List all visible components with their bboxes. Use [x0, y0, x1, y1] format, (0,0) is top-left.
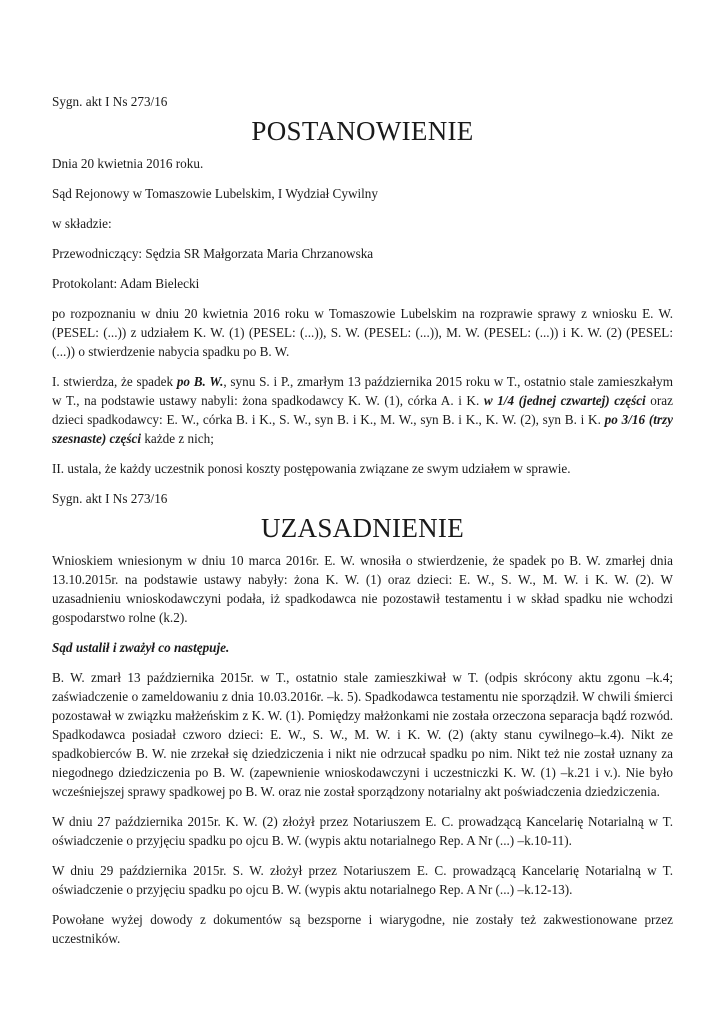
document-page	[52, 92, 673, 948]
ruling-point-1-text-a: I. stwierdza, że spadek	[52, 374, 177, 389]
ruling-point-1-text-c: , synu S. i P., zmarłym 13 października 2015 roku w T., ostatnio stale zamieszkałym w T., na podstawie ustawy nabyli: żona spadkodawcy K. W. (1), córka A. i K.	[52, 374, 674, 408]
composition-label: w składzie:	[52, 216, 112, 231]
ruling-point-1-share-quarter: w 1/4 (jednej czwartej) części	[483, 393, 646, 408]
decision-title: POSTANOWIENIE	[251, 116, 474, 146]
justification-paragraph-1: Wnioskiem wniesionym w dniu 10 marca 2016r. E. W. wnosiła o stwierdzenie, że spadek po B. W. zmarłej dnia 13.10.2015r. na podstawie ustawy nabyły: żona K. W. (1) oraz dzieci: E. W., S. W., M. W. i K. W. (2). W uzasadnieniu wnioskodawczyni podała, iż spadkodawca nie pozostawił testamentu i w skład spadku nie wchodzi gospodarstwo rolne (k.2).	[52, 553, 673, 625]
court-clerk: Protokolant: Adam Bielecki	[52, 276, 200, 291]
ruling-point-1-text-g: każde z nich;	[141, 431, 214, 446]
case-signature: Sygn. akt I Ns 273/16	[52, 94, 168, 109]
justification-paragraph-3: W dniu 27 października 2015r. K. W. (2) złożył przez Notariuszem E. C. prowadzącą Kancelarię Notarialną w T. oświadczenie o przyjęciu spadku po ojcu B. W. (wypis aktu notarialnego Rep. A Nr (...) –k.10-11).	[52, 814, 673, 848]
ruling-point-1-deceased: po B. W.	[176, 374, 224, 389]
findings-heading: Sąd ustalił i zważył co następuje.	[52, 640, 230, 655]
court-name: Sąd Rejonowy w Tomaszowie Lubelskim, I Wydział Cywilny	[52, 186, 378, 201]
justification-paragraph-2: B. W. zmarł 13 października 2015r. w T., ostatnio stale zamieszkiwał w T. (odpis skrócony aktu zgonu –k.4; zaświadczenie o zameldowaniu z dnia 10.03.2016r. –k. 5). Spadkodawca testamentu nie sporządził. W chwili śmierci pozostawał w związku małżeńskim z K. W. (1). Pomiędzy małżonkami nie została orzeczona separacja bądź rozwód. Spadkodawca posiadał czworo dzieci: E. W., S. W., M. W. i K. W. (2) (akty stanu cywilnego–k.4). Nikt ze spadkobierców B. W. nie zrzekał się dziedziczenia i nikt nie odrzucał spadku po nim. Nikt też nie został uznany za niegodnego dziedziczenia po B. W. (zapewnienie wnioskodawczyni i uczestniczki K. W. (1) –k.21 i v.). Nie było wcześniejszej sprawy spadkowej po B. W. oraz nie został sporządzony notarialny akt poświadczenia dziedziczenia.	[52, 670, 673, 799]
proceedings-intro: po rozpoznaniu w dniu 20 kwietnia 2016 roku w Tomaszowie Lubelskim na rozprawie sprawy z wniosku E. W. (PESEL: (...)) z udziałem K. W. (1) (PESEL: (...)), S. W. (PESEL: (...)), M. W. (PESEL: (...)) i K. W. (2) (PESEL: (...)) o stwierdzenie nabycia spadku po B. W.	[52, 306, 673, 359]
ruling-point-1-share-sixteenths: po 3/16 (trzy szesnaste) części	[52, 412, 673, 446]
case-signature-2: Sygn. akt I Ns 273/16	[52, 491, 168, 506]
ruling-point-2: II. ustala, że każdy uczestnik ponosi koszty postępowania związane ze swym udziałem w sprawie.	[52, 461, 571, 476]
ruling-point-1	[52, 372, 673, 448]
presiding-judge: Przewodniczący: Sędzia SR Małgorzata Maria Chrzanowska	[52, 246, 374, 261]
justification-title: UZASADNIENIE	[260, 513, 465, 543]
decision-date: Dnia 20 kwietnia 2016 roku.	[52, 156, 204, 171]
justification-paragraph-5: Powołane wyżej dowody z dokumentów są bezsporne i wiarygodne, nie zostały też zakwestionowane przez uczestników.	[52, 912, 673, 946]
justification-paragraph-4: W dniu 29 października 2015r. S. W. złożył przez Notariuszem E. C. prowadzącą Kancelarię Notarialną w T. oświadczenie o przyjęciu spadku po ojcu B. W. (wypis aktu notarialnego Rep. A Nr (...) –k.12-13).	[52, 863, 673, 897]
ruling-point-1-text-e: oraz dzieci spadkodawcy: E. W., córka B. i K., S. W., syn B. i K., M. W., syn B. i K., K. W. (2), syn B. i K.	[52, 393, 673, 427]
